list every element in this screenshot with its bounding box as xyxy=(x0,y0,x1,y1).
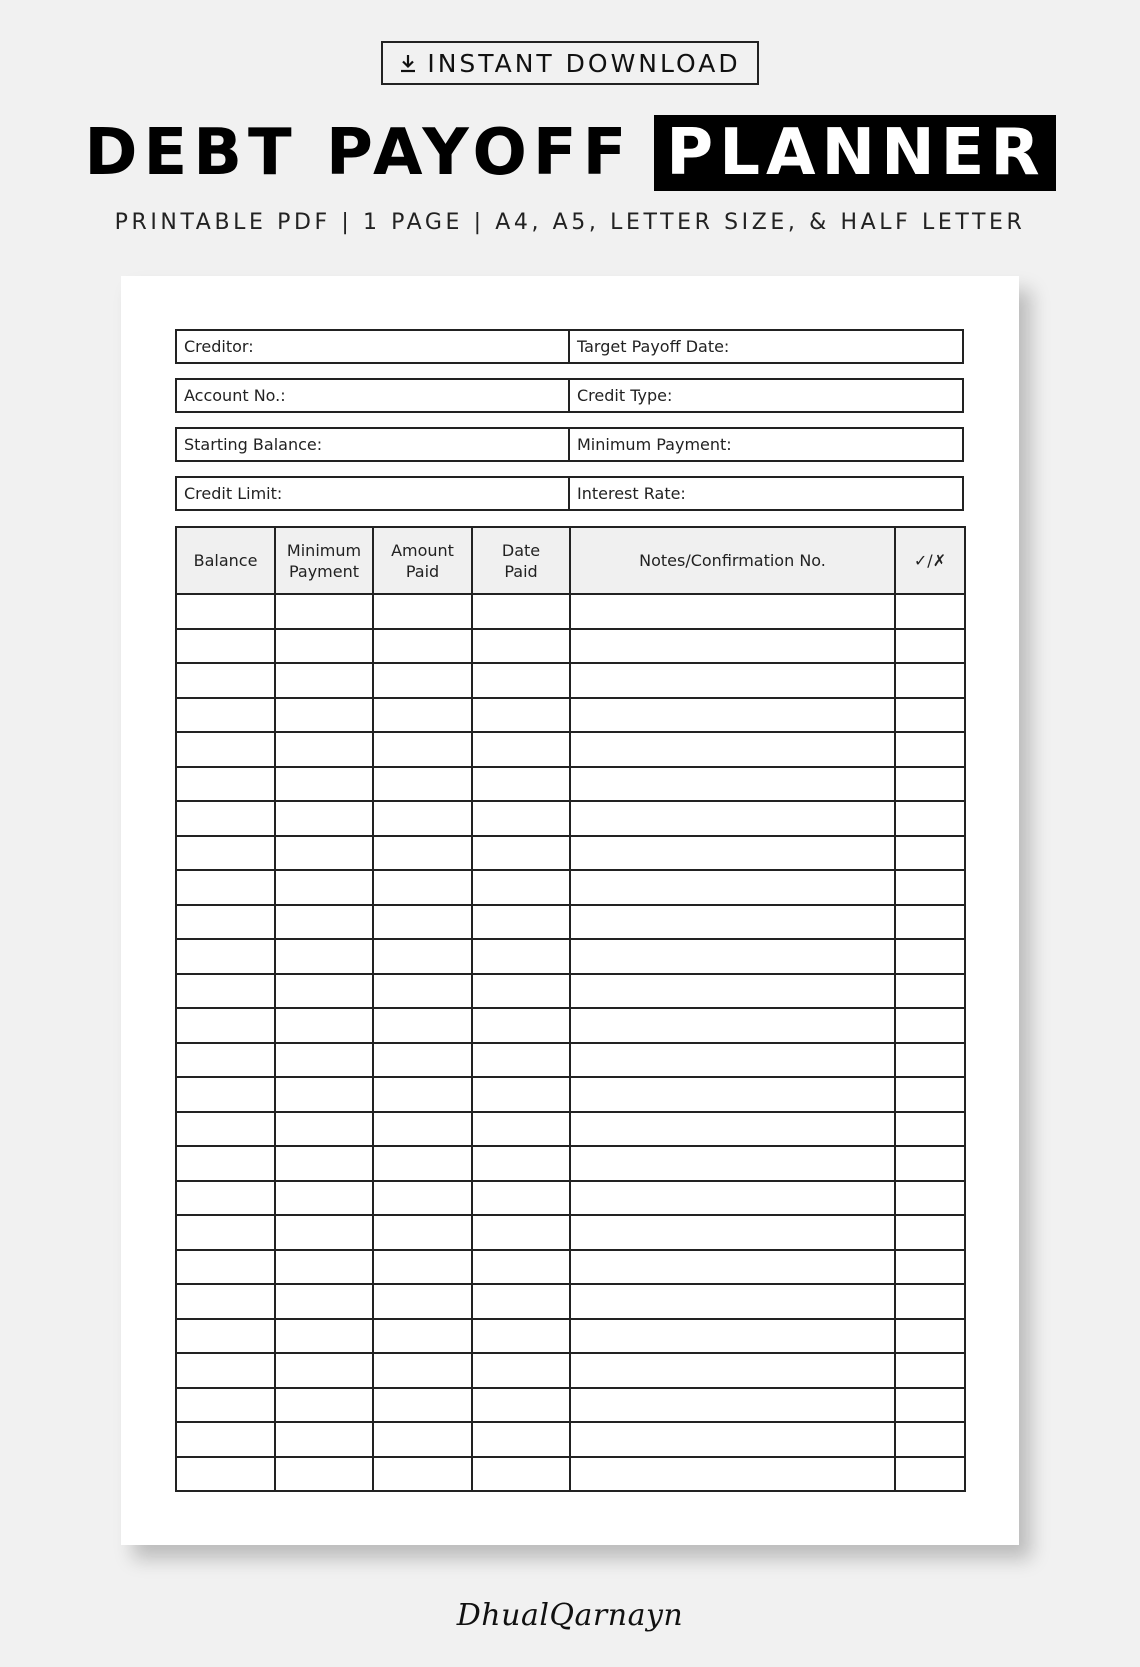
table-cell[interactable] xyxy=(895,767,965,802)
table-cell[interactable] xyxy=(472,1077,570,1112)
payment-log-table xyxy=(175,526,966,1492)
table-cell[interactable] xyxy=(472,1422,570,1457)
table-row xyxy=(176,767,965,802)
table-cell[interactable] xyxy=(373,1146,472,1181)
table-cell[interactable] xyxy=(472,1353,570,1388)
table-cell[interactable] xyxy=(570,1215,895,1250)
table-cell[interactable] xyxy=(176,1250,275,1285)
table-cell[interactable] xyxy=(895,594,965,629)
table-cell[interactable] xyxy=(373,1284,472,1319)
table-cell[interactable] xyxy=(373,1077,472,1112)
table-cell[interactable] xyxy=(895,1112,965,1147)
column-balance: Balance xyxy=(176,527,275,594)
table-cell[interactable] xyxy=(570,974,895,1009)
column-check: ✓/✗ xyxy=(895,527,965,594)
table-cell[interactable] xyxy=(373,1215,472,1250)
table-cell[interactable] xyxy=(472,870,570,905)
table-cell[interactable] xyxy=(176,732,275,767)
table-cell[interactable] xyxy=(472,836,570,871)
table-cell[interactable] xyxy=(176,1215,275,1250)
table-cell[interactable] xyxy=(472,1112,570,1147)
info-row-balance xyxy=(175,427,964,462)
table-cell[interactable] xyxy=(472,1008,570,1043)
table-cell[interactable] xyxy=(275,767,373,802)
table-cell[interactable] xyxy=(570,1146,895,1181)
table-cell[interactable] xyxy=(176,939,275,974)
table-cell[interactable] xyxy=(472,1215,570,1250)
table-cell[interactable] xyxy=(275,1008,373,1043)
table-cell[interactable] xyxy=(176,1422,275,1457)
table-row xyxy=(176,1422,965,1457)
table-cell[interactable] xyxy=(895,801,965,836)
table-cell[interactable] xyxy=(275,836,373,871)
table-cell[interactable] xyxy=(373,629,472,664)
table-header-row xyxy=(176,527,965,594)
table-cell[interactable] xyxy=(895,939,965,974)
table-cell[interactable] xyxy=(472,801,570,836)
table-cell[interactable] xyxy=(275,1284,373,1319)
table-row xyxy=(176,1250,965,1285)
table-cell[interactable] xyxy=(275,1250,373,1285)
table-cell[interactable] xyxy=(275,1112,373,1147)
table-row xyxy=(176,698,965,733)
table-cell[interactable] xyxy=(895,1043,965,1078)
table-row xyxy=(176,1077,965,1112)
title-highlight: PLANNER xyxy=(654,115,1055,191)
table-row xyxy=(176,801,965,836)
table-cell[interactable] xyxy=(472,1181,570,1216)
table-cell[interactable] xyxy=(570,1112,895,1147)
table-cell[interactable] xyxy=(373,1250,472,1285)
table-cell[interactable] xyxy=(373,698,472,733)
table-cell[interactable] xyxy=(176,1008,275,1043)
table-cell[interactable] xyxy=(895,1422,965,1457)
table-cell[interactable] xyxy=(472,663,570,698)
table-row xyxy=(176,1457,965,1492)
table-cell[interactable] xyxy=(373,1353,472,1388)
table-row xyxy=(176,974,965,1009)
table-cell[interactable] xyxy=(570,1077,895,1112)
table-cell[interactable] xyxy=(895,732,965,767)
table-body xyxy=(176,594,965,1491)
table-cell[interactable] xyxy=(275,1388,373,1423)
table-cell[interactable] xyxy=(373,1008,472,1043)
table-cell[interactable] xyxy=(275,732,373,767)
table-cell[interactable] xyxy=(472,1284,570,1319)
table-cell[interactable] xyxy=(895,905,965,940)
table-cell[interactable] xyxy=(895,1077,965,1112)
table-cell[interactable] xyxy=(570,801,895,836)
table-cell[interactable] xyxy=(176,1319,275,1354)
table-row xyxy=(176,1181,965,1216)
page-title xyxy=(0,112,1140,194)
table-cell[interactable] xyxy=(275,1077,373,1112)
table-cell[interactable] xyxy=(895,1353,965,1388)
table-cell[interactable] xyxy=(176,594,275,629)
table-cell[interactable] xyxy=(373,1181,472,1216)
table-cell[interactable] xyxy=(176,801,275,836)
table-cell[interactable] xyxy=(895,870,965,905)
title-plain: DEBT PAYOFF xyxy=(84,116,633,190)
table-cell[interactable] xyxy=(373,1319,472,1354)
table-cell[interactable] xyxy=(373,1112,472,1147)
table-cell[interactable] xyxy=(176,1388,275,1423)
table-cell[interactable] xyxy=(895,1146,965,1181)
info-row-credit xyxy=(175,476,964,511)
table-row xyxy=(176,1008,965,1043)
table-cell[interactable] xyxy=(895,1284,965,1319)
table-cell[interactable] xyxy=(570,1250,895,1285)
table-cell[interactable] xyxy=(176,663,275,698)
table-cell[interactable] xyxy=(275,939,373,974)
table-cell[interactable] xyxy=(895,974,965,1009)
table-cell[interactable] xyxy=(895,698,965,733)
table-cell[interactable] xyxy=(373,1043,472,1078)
starting-balance-field[interactable]: Starting Balance: xyxy=(177,429,570,460)
table-cell[interactable] xyxy=(176,1353,275,1388)
table-cell[interactable] xyxy=(570,870,895,905)
table-cell[interactable] xyxy=(570,1284,895,1319)
credit-limit-field[interactable]: Credit Limit: xyxy=(177,478,570,509)
table-cell[interactable] xyxy=(570,1008,895,1043)
table-cell[interactable] xyxy=(373,663,472,698)
table-cell[interactable] xyxy=(895,1181,965,1216)
table-cell[interactable] xyxy=(275,1043,373,1078)
table-row xyxy=(176,629,965,664)
table-cell[interactable] xyxy=(275,629,373,664)
table-cell[interactable] xyxy=(373,1422,472,1457)
instant-download-badge xyxy=(381,41,759,85)
table-cell[interactable] xyxy=(472,1146,570,1181)
info-row-creditor xyxy=(175,329,964,364)
target-payoff-date-field[interactable]: Target Payoff Date: xyxy=(577,337,730,356)
table-cell[interactable] xyxy=(570,767,895,802)
table-row xyxy=(176,594,965,629)
table-cell[interactable] xyxy=(275,594,373,629)
table-cell[interactable] xyxy=(570,1353,895,1388)
table-cell[interactable] xyxy=(472,1388,570,1423)
table-cell[interactable] xyxy=(570,1457,895,1492)
signature-logo: DhualQarnayn xyxy=(456,1598,684,1633)
table-cell[interactable] xyxy=(373,905,472,940)
table-cell[interactable] xyxy=(570,732,895,767)
table-cell[interactable] xyxy=(176,974,275,1009)
table-cell[interactable] xyxy=(373,594,472,629)
planner-sheet xyxy=(121,276,1019,1545)
table-cell[interactable] xyxy=(895,1215,965,1250)
table-cell[interactable] xyxy=(275,1146,373,1181)
table-cell[interactable] xyxy=(176,629,275,664)
table-cell[interactable] xyxy=(895,1388,965,1423)
table-cell[interactable] xyxy=(472,732,570,767)
table-row xyxy=(176,939,965,974)
table-cell[interactable] xyxy=(472,1043,570,1078)
table-cell[interactable] xyxy=(275,870,373,905)
table-cell[interactable] xyxy=(176,1284,275,1319)
table-cell[interactable] xyxy=(472,1319,570,1354)
table-row xyxy=(176,1353,965,1388)
subtitle: PRINTABLE PDF | 1 PAGE | A4, A5, LETTER SIZE, & HALF LETTER xyxy=(114,210,1026,235)
table-row xyxy=(176,732,965,767)
table-cell[interactable] xyxy=(373,870,472,905)
table-row xyxy=(176,1284,965,1319)
minimum-payment-field[interactable]: Minimum Payment: xyxy=(577,435,732,454)
table-row xyxy=(176,1319,965,1354)
table-cell[interactable] xyxy=(472,1457,570,1492)
table-cell[interactable] xyxy=(373,767,472,802)
table-cell[interactable] xyxy=(275,905,373,940)
table-cell[interactable] xyxy=(275,974,373,1009)
table-cell[interactable] xyxy=(472,767,570,802)
creditor-field[interactable]: Creditor: xyxy=(177,331,570,362)
table-cell[interactable] xyxy=(373,836,472,871)
credit-type-field[interactable]: Credit Type: xyxy=(577,386,673,405)
table-cell[interactable] xyxy=(373,1388,472,1423)
table-row xyxy=(176,663,965,698)
table-cell[interactable] xyxy=(570,836,895,871)
table-cell[interactable] xyxy=(570,594,895,629)
table-cell[interactable] xyxy=(895,1457,965,1492)
column-notes: Notes/Confirmation No. xyxy=(570,527,895,594)
table-cell[interactable] xyxy=(373,1457,472,1492)
table-cell[interactable] xyxy=(275,801,373,836)
info-row-account xyxy=(175,378,964,413)
download-icon xyxy=(399,53,417,73)
table-cell[interactable] xyxy=(176,1146,275,1181)
column-amount-paid: Amount Paid xyxy=(373,527,472,594)
table-cell[interactable] xyxy=(895,1319,965,1354)
table-row xyxy=(176,836,965,871)
table-cell[interactable] xyxy=(570,905,895,940)
table-cell[interactable] xyxy=(176,905,275,940)
table-cell[interactable] xyxy=(176,767,275,802)
table-cell[interactable] xyxy=(472,594,570,629)
table-cell[interactable] xyxy=(570,698,895,733)
table-row xyxy=(176,1215,965,1250)
table-cell[interactable] xyxy=(176,836,275,871)
table-cell[interactable] xyxy=(570,1319,895,1354)
table-cell[interactable] xyxy=(472,974,570,1009)
badge-label: INSTANT DOWNLOAD xyxy=(427,48,741,78)
table-cell[interactable] xyxy=(275,1353,373,1388)
table-row xyxy=(176,870,965,905)
table-cell[interactable] xyxy=(176,870,275,905)
table-cell[interactable] xyxy=(472,939,570,974)
table-cell[interactable] xyxy=(895,1008,965,1043)
table-cell[interactable] xyxy=(275,1181,373,1216)
table-cell[interactable] xyxy=(176,1112,275,1147)
table-cell[interactable] xyxy=(275,1215,373,1250)
table-cell[interactable] xyxy=(895,1250,965,1285)
table-cell[interactable] xyxy=(275,1422,373,1457)
table-cell[interactable] xyxy=(275,1457,373,1492)
table-cell[interactable] xyxy=(373,974,472,1009)
table-cell[interactable] xyxy=(275,698,373,733)
table-cell[interactable] xyxy=(570,1043,895,1078)
table-cell[interactable] xyxy=(570,1422,895,1457)
table-cell[interactable] xyxy=(570,939,895,974)
table-cell[interactable] xyxy=(472,698,570,733)
table-cell[interactable] xyxy=(570,1388,895,1423)
table-cell[interactable] xyxy=(570,663,895,698)
table-cell[interactable] xyxy=(176,1043,275,1078)
table-cell[interactable] xyxy=(176,1457,275,1492)
table-cell[interactable] xyxy=(373,801,472,836)
table-cell[interactable] xyxy=(472,905,570,940)
table-cell[interactable] xyxy=(570,629,895,664)
table-cell[interactable] xyxy=(275,663,373,698)
table-cell[interactable] xyxy=(472,1250,570,1285)
table-row xyxy=(176,1146,965,1181)
table-cell[interactable] xyxy=(472,629,570,664)
table-row xyxy=(176,905,965,940)
table-row xyxy=(176,1112,965,1147)
account-no-field[interactable]: Account No.: xyxy=(177,380,570,411)
column-date-paid: Date Paid xyxy=(472,527,570,594)
interest-rate-field[interactable]: Interest Rate: xyxy=(577,484,686,503)
table-row xyxy=(176,1388,965,1423)
column-minimum-payment: Minimum Payment xyxy=(275,527,373,594)
table-cell[interactable] xyxy=(176,1181,275,1216)
table-cell[interactable] xyxy=(895,629,965,664)
table-cell[interactable] xyxy=(570,1181,895,1216)
table-cell[interactable] xyxy=(275,1319,373,1354)
table-cell[interactable] xyxy=(176,1077,275,1112)
table-cell[interactable] xyxy=(895,663,965,698)
table-cell[interactable] xyxy=(373,732,472,767)
table-row xyxy=(176,1043,965,1078)
table-cell[interactable] xyxy=(373,939,472,974)
table-cell[interactable] xyxy=(176,698,275,733)
table-cell[interactable] xyxy=(895,836,965,871)
